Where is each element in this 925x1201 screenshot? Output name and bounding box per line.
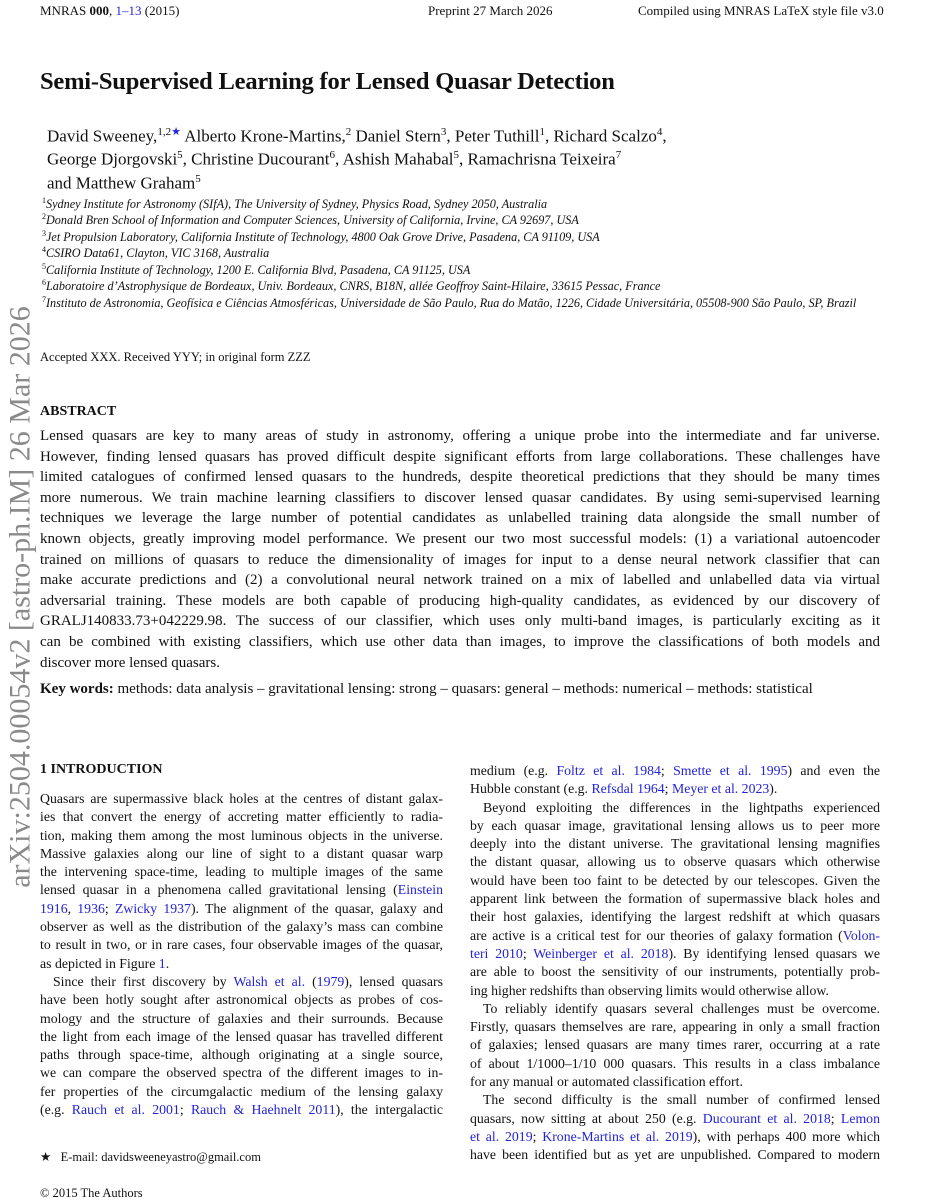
author: George Djorgovski [47, 149, 178, 169]
text-line [40, 1010, 443, 1028]
citation-link[interactable]: teri 2010 [470, 945, 523, 961]
paper-title: Semi-Supervised Learning for Lensed Quasar Detection [40, 68, 615, 95]
text-line [40, 1028, 443, 1046]
affil-text: Jet Propulsion Laboratory, California Institute of Technology, 4800 Oak Grove Drive, Pasadena, CA 91109, USA [46, 230, 600, 245]
text-line [40, 591, 880, 612]
author-sep: , [662, 126, 667, 146]
text-line [40, 508, 880, 529]
running-header-journal: MNRAS 000, 1–13 (2015) [40, 3, 180, 18]
affil-text: CSIRO Data61, Clayton, VIC 3168, Australia [46, 246, 270, 261]
text-line [470, 963, 880, 981]
text-segment: ). [769, 781, 778, 797]
citation-link[interactable]: Meyer et al. 2023 [671, 781, 770, 797]
text-segment: ; [532, 1128, 543, 1144]
text-line [470, 945, 880, 963]
text-segment: Beyond exploiting the differences in the lightpaths experienced [483, 799, 880, 815]
author: , Richard Scalzo [544, 126, 657, 146]
text-segment: ) and even the [787, 763, 880, 778]
text-line [40, 918, 443, 936]
text-segment: GRALJ140833.73+042229.98. The success of our classifier, which uses only multi-band images, is particularly exciting as it [40, 613, 880, 630]
text-segment: would have been too faint to be detected by our telescopes. Given the [470, 872, 880, 888]
affiliation [42, 245, 269, 261]
text-segment: the intervening space-time, leading to multiple images of the same [40, 864, 443, 880]
text-line [40, 790, 443, 808]
left-column-text [40, 790, 443, 1119]
citation-link[interactable]: Einstein [397, 882, 443, 898]
text-segment: known objects, greatly improving model performance. We present our two most successful models: (1) a variational autoencoder [40, 530, 880, 547]
text-segment: To reliably identify quasars several challenges must be overcome. [483, 1000, 880, 1016]
text-segment: quasars, now sitting at about 250 (e.g. [470, 1110, 703, 1126]
text-segment: ; [104, 900, 115, 916]
text-line [40, 611, 880, 632]
text-line [40, 900, 443, 918]
affiliation [42, 212, 579, 228]
text-segment: tion, making them among the most luminous objects in the universe. [40, 827, 443, 843]
text-line [40, 529, 880, 550]
text-line [470, 908, 880, 926]
text-segment: lensed quasar in a phenomena called gravitational lensing ( [40, 882, 398, 898]
affil-text: Instituto de Astronomia, Geofísica e Ciências Atmosféricas, Universidade de São Paulo, Rua do Matão, 1226, Cidade Universitária, 05508-900 São Paulo, SP, Brazil [46, 296, 857, 311]
text-segment: ies that convert the energy of accreting matter efficiently to radia- [40, 809, 443, 825]
text-line [470, 1110, 880, 1128]
text-segment: ), lensed quasars [344, 973, 443, 989]
text-segment: deeply into the distant universe. The gravitational lensing magnifies [470, 836, 880, 852]
author: , Peter Tuthill [446, 126, 540, 146]
footnote [40, 1149, 261, 1165]
footnote-star-link[interactable]: ★ [171, 126, 181, 138]
text-segment: we can compare the observed spectra of the different images to in- [40, 1065, 443, 1081]
text-segment: However, finding lensed quasars has proved difficult despite significant efforts from large collaborations. These challenges have [40, 448, 880, 465]
citation-link[interactable]: et al. 2019 [470, 1128, 533, 1144]
text-segment: ; [522, 945, 534, 961]
text-line [40, 845, 443, 863]
citation-link[interactable]: Krone-Martins et al. 2019 [542, 1128, 693, 1144]
text-segment: observer as well as the distribution of the galaxy’s mass can combine [40, 919, 443, 935]
text-segment: Since their first discovery by [53, 973, 234, 989]
text-segment: ; [179, 1102, 191, 1118]
author: and Matthew Graham [47, 173, 196, 193]
text-segment: Quasars are supermassive black holes at the centres of distant galax- [40, 791, 443, 806]
text-segment: the light from each image of the lensed quasar has travelled different [40, 1028, 443, 1044]
text-segment: the distant quasar, allowing us to observe quasars which otherwise [470, 854, 880, 870]
text-segment: as depicted in Figure [40, 955, 159, 971]
text-line [40, 467, 880, 488]
text-line [470, 799, 880, 817]
arxiv-side-stamp[interactable]: arXiv:2504.00054v2 [astro-ph.IM] 26 Mar 2026 [3, 306, 37, 888]
affil-text: Laboratoire d’Astrophysique de Bordeaux, Univ. Bordeaux, CNRS, B18N, allée Geoffroy Saint-Hilaire, 33615 Pessac, France [46, 279, 661, 294]
text-segment: adversarial training. These models are both capable of producing high-quality candidates, as evidenced by our discovery of [40, 592, 880, 609]
text-segment: ). By identifying lensed quasars we [668, 945, 880, 961]
right-column-text [470, 762, 880, 1165]
copyright: © 2015 The Authors [40, 1186, 143, 1200]
text-line [470, 1091, 880, 1109]
citation-link[interactable]: Refsdal 1964 [591, 781, 665, 797]
citation-link[interactable]: Volon- [842, 927, 880, 943]
text-segment: their host galaxies, identifying the largest redshift at which quasars [470, 909, 880, 925]
text-segment: ), the intergalactic [335, 1102, 443, 1118]
footnote-star: ★ [40, 1150, 52, 1164]
text-segment: for any manual or automated classification effort. [470, 1074, 743, 1090]
text-segment: trained on millions of quasars to reduce the dimensionality of images for input to a dense neural network classifier that can [40, 551, 880, 568]
text-segment: mology and the structure of galaxies and their surrounds. Because [40, 1010, 443, 1026]
text-segment: ing higher redshifts than observing limits would otherwise allow. [470, 982, 829, 998]
affil-text: Donald Bren School of Information and Computer Sciences, University of California, Irvine, CA 92697, USA [46, 213, 579, 228]
author-line-1 [47, 125, 667, 147]
text-segment: have been identified but as yet are unpublished. Compared to modern [470, 1147, 880, 1163]
text-line [40, 1046, 443, 1064]
text-line [40, 973, 443, 991]
citation-link[interactable]: 1979 [316, 973, 345, 989]
text-line [40, 447, 880, 468]
author: , Ramachrisna Teixeira [459, 149, 616, 169]
abstract-body [40, 426, 880, 673]
text-line [40, 1083, 443, 1101]
affiliation [42, 196, 547, 212]
author-affil: 7 [615, 149, 622, 161]
author: , Christine Ducourant [182, 149, 330, 169]
citation-link[interactable]: 1 [158, 955, 166, 971]
text-segment: make accurate predictions and (2) a convolutional neural network trained on a mix of labelled and unlabelled data via virtual [40, 572, 880, 589]
citation-link[interactable]: Weinberger et al. 2018 [533, 945, 669, 961]
text-segment: . [165, 955, 170, 971]
page-range-link[interactable]: 1–13 [115, 3, 142, 18]
text-segment: of about 1/1000–1/10 000 quasars. This results in a class imbalance [470, 1055, 880, 1071]
text-line [40, 1101, 443, 1119]
author-line-3 [47, 173, 201, 194]
text-line [470, 982, 880, 1000]
section-heading-introduction: 1 INTRODUCTION [40, 762, 163, 777]
author-line-2 [47, 149, 621, 170]
text-line [40, 653, 880, 674]
year: (2015) [144, 3, 180, 18]
text-line [470, 890, 880, 908]
volume: 000 [89, 3, 109, 18]
text-segment: ; [830, 1110, 841, 1126]
author-affil: 4 [656, 126, 663, 138]
text-segment: medium (e.g. [470, 763, 557, 778]
keywords-label: Key words: [40, 681, 114, 697]
text-segment: limited catalogues of confirmed lensed quasars to the hundreds, despite theoretical predictions that they should be many times [40, 469, 880, 486]
text-line [40, 936, 443, 954]
affil-number: 6 [42, 278, 46, 287]
text-segment: ), with perhaps 400 more which [692, 1128, 880, 1144]
text-line [40, 570, 880, 591]
text-line [470, 780, 880, 798]
text-line [470, 1018, 880, 1036]
text-segment: , [67, 900, 78, 916]
text-segment: discover more lensed quasars. [40, 654, 220, 671]
text-segment: Hubble constant (e.g. [470, 781, 592, 797]
text-segment: ; [664, 781, 672, 797]
text-line [40, 632, 880, 653]
citation-link[interactable]: Smette et al. 1995 [673, 763, 788, 778]
affil-number: 3 [42, 229, 46, 238]
author-affil: 5 [177, 149, 183, 161]
text-segment: (e.g. [40, 1102, 72, 1118]
compiled-note: Compiled using MNRAS LaTeX style file v3.0 [638, 3, 884, 18]
text-line [40, 488, 880, 509]
text-line [470, 872, 880, 890]
text-line [40, 955, 443, 973]
author-affil: 5 [195, 173, 201, 185]
text-segment: fer properties of the circumgalactic medium of the lensing galaxy [40, 1083, 443, 1099]
citation-link[interactable]: Ducourant et al. 2018 [702, 1110, 831, 1126]
text-segment: ( [305, 973, 317, 989]
affil-number: 4 [42, 245, 46, 254]
author-affil: 6 [329, 149, 336, 161]
text-segment: techniques we leverage the large number of potential candidates as unlabelled training data alongside the small number of [40, 510, 880, 527]
author-affil: 1,2 [157, 126, 172, 138]
abstract-heading: ABSTRACT [40, 404, 117, 419]
affil-number: 1 [42, 196, 46, 205]
text-line [40, 426, 880, 447]
author-affil: 1 [539, 126, 545, 138]
affil-text: Sydney Institute for Astronomy (SIfA), The University of Sydney, Physics Road, Sydney 2050, Australia [46, 197, 548, 212]
text-line [470, 1036, 880, 1054]
text-line [40, 808, 443, 826]
text-line [470, 1000, 880, 1018]
footnote-email: E-mail: davidsweeneyastro@gmail.com [60, 1150, 261, 1164]
author-affil: 3 [440, 126, 447, 138]
text-line [40, 881, 443, 899]
text-segment: by each quasar image, gravitational lensing allows us to peer more [470, 817, 880, 833]
text-segment: of galaxies; lensed quasars are many times rarer, occurring at a rate [470, 1037, 880, 1053]
text-segment: to result in two, or in rare cases, four observable images of the quasar, [40, 937, 443, 953]
text-line [40, 863, 443, 881]
affiliation [42, 262, 470, 278]
text-line [470, 1146, 880, 1164]
citation-link[interactable]: Lemon [840, 1110, 880, 1126]
text-line [470, 927, 880, 945]
author-affil: 5 [453, 149, 460, 161]
affil-number: 7 [42, 295, 46, 304]
text-segment: are able to boost the sensitivity of our instruments, potentially prob- [470, 964, 880, 980]
keywords [40, 681, 813, 698]
text-line [470, 1073, 880, 1091]
citation-link[interactable]: Rauch et al. 2001 [71, 1102, 180, 1118]
text-line [40, 991, 443, 1009]
keywords-text: methods: data analysis – gravitational lensing: strong – quasars: general – methods: numerical – methods: statistical [113, 681, 813, 697]
text-segment: The second difficulty is the small number of confirmed lensed [483, 1092, 880, 1108]
text-segment: paths through space-time, although originating at a single source, [40, 1047, 443, 1063]
text-segment: apparent link between the formation of supermassive black holes and [470, 891, 880, 907]
text-line [470, 762, 880, 780]
citation-link[interactable]: Foltz et al. 1984 [556, 763, 661, 778]
citation-link[interactable]: Zwicky 1937 [114, 900, 191, 916]
journal-name: MNRAS [40, 3, 87, 18]
author: , Ashish Mahabal [335, 149, 454, 169]
author: Alberto Krone-Martins, [180, 126, 346, 146]
affiliation [42, 295, 856, 311]
text-line [40, 827, 443, 845]
text-line [470, 1128, 880, 1146]
text-line [40, 550, 880, 571]
text-line [470, 835, 880, 853]
affiliation [42, 229, 600, 245]
text-segment: ; [660, 763, 674, 778]
text-segment: Firstly, quasars themselves are rare, appearing in only a small fraction [470, 1019, 880, 1035]
text-line [40, 1064, 443, 1082]
affil-text: California Institute of Technology, 1200 E. California Blvd, Pasadena, CA 91125, USA [46, 263, 471, 278]
text-segment: can be combined with existing classifiers, which use other data than images, to improve the classifications of both models and [40, 633, 880, 650]
text-segment: Massive galaxies along our line of sight to a distant quasar warp [40, 845, 443, 861]
author: Daniel Stern [351, 126, 441, 146]
text-segment: Lensed quasars are key to many areas of study in astronomy, offering a unique probe into the intermediate and far universe. [40, 428, 880, 444]
preprint-date: Preprint 27 March 2026 [428, 3, 553, 18]
citation-link[interactable]: 1936 [77, 900, 105, 916]
citation-link[interactable]: Rauch & Haehnelt 2011 [190, 1102, 336, 1118]
text-line [470, 853, 880, 871]
affil-number: 5 [42, 262, 46, 271]
text-line [470, 1055, 880, 1073]
text-line [470, 817, 880, 835]
citation-link[interactable]: 1916 [40, 900, 68, 916]
citation-link[interactable]: Walsh et al. [233, 973, 306, 989]
text-segment: have been hotly sought after astronomical objects as probes of cos- [40, 992, 443, 1008]
author: David Sweeney, [47, 126, 158, 146]
text-segment: ). The alignment of the quasar, galaxy and [190, 900, 443, 916]
text-segment: more numerous. We train machine learning classifiers to discover lensed quasar candidates. By using semi-supervised learning [40, 489, 880, 506]
accepted-note: Accepted XXX. Received YYY; in original form ZZZ [40, 350, 311, 364]
affil-number: 2 [42, 212, 46, 221]
author-affil: 2 [345, 126, 352, 138]
affiliation [42, 278, 660, 294]
text-segment: are active is a critical test for our theories of galaxy formation ( [470, 927, 843, 943]
